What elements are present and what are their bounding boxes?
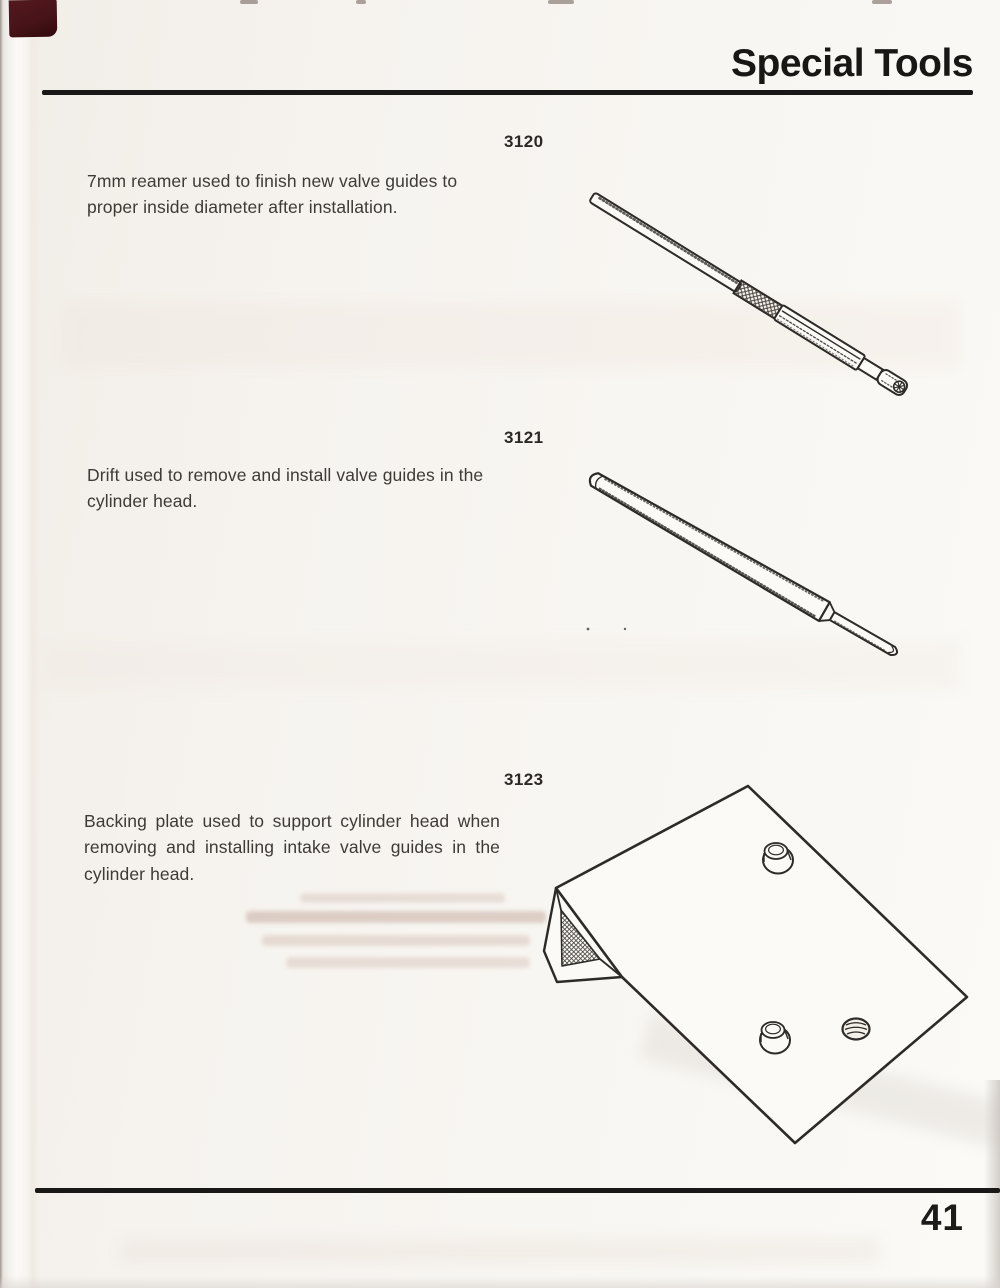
bleed-through-text — [300, 893, 505, 903]
page-left-edge-shadow — [0, 0, 40, 1288]
scan-corner-stain — [9, 0, 58, 37]
backing-plate-figure — [528, 778, 996, 1166]
tool-description-3121: Drift used to remove and install valve guides in the cylinder head. — [87, 465, 484, 512]
tool-number-3120: 3120 — [504, 132, 544, 151]
bleed-through-text — [286, 957, 530, 968]
reamer-figure — [560, 165, 940, 410]
scan-edge-mark — [548, 0, 574, 4]
tool-number-3121: 3121 — [504, 428, 544, 447]
bleed-through-text — [262, 935, 530, 946]
drift-body — [585, 468, 829, 621]
scan-speck — [587, 628, 590, 631]
plate-main-face — [556, 786, 967, 1143]
drift-figure — [555, 450, 925, 675]
footer-rule — [35, 1188, 1000, 1193]
bleed-through-text — [246, 911, 546, 923]
drift-pilot-tip — [830, 612, 899, 657]
reamer-drive-end — [875, 368, 909, 397]
tool-description-3120: 7mm reamer used to finish new valve guides to proper inside diameter after installation. — [87, 171, 458, 218]
reamer-shank — [589, 192, 742, 292]
page-title: Special Tools — [730, 42, 973, 85]
scan-edge-mark — [356, 0, 366, 4]
scan-speck — [624, 628, 626, 630]
scan-edge-mark — [872, 0, 892, 4]
header-rule — [42, 90, 973, 95]
scan-edge-mark — [240, 0, 258, 4]
page-number: 41 — [920, 1197, 964, 1238]
plate-threaded-hole — [843, 1019, 870, 1040]
page-bottom-edge-shadow — [0, 1276, 1000, 1288]
scan-streak — [120, 1238, 880, 1264]
tool-number-3123: 3123 — [504, 770, 544, 789]
tool-description-3123: Backing plate used to support cylinder head when removing and installing intake valve guides in the cylinder head. — [84, 811, 500, 884]
